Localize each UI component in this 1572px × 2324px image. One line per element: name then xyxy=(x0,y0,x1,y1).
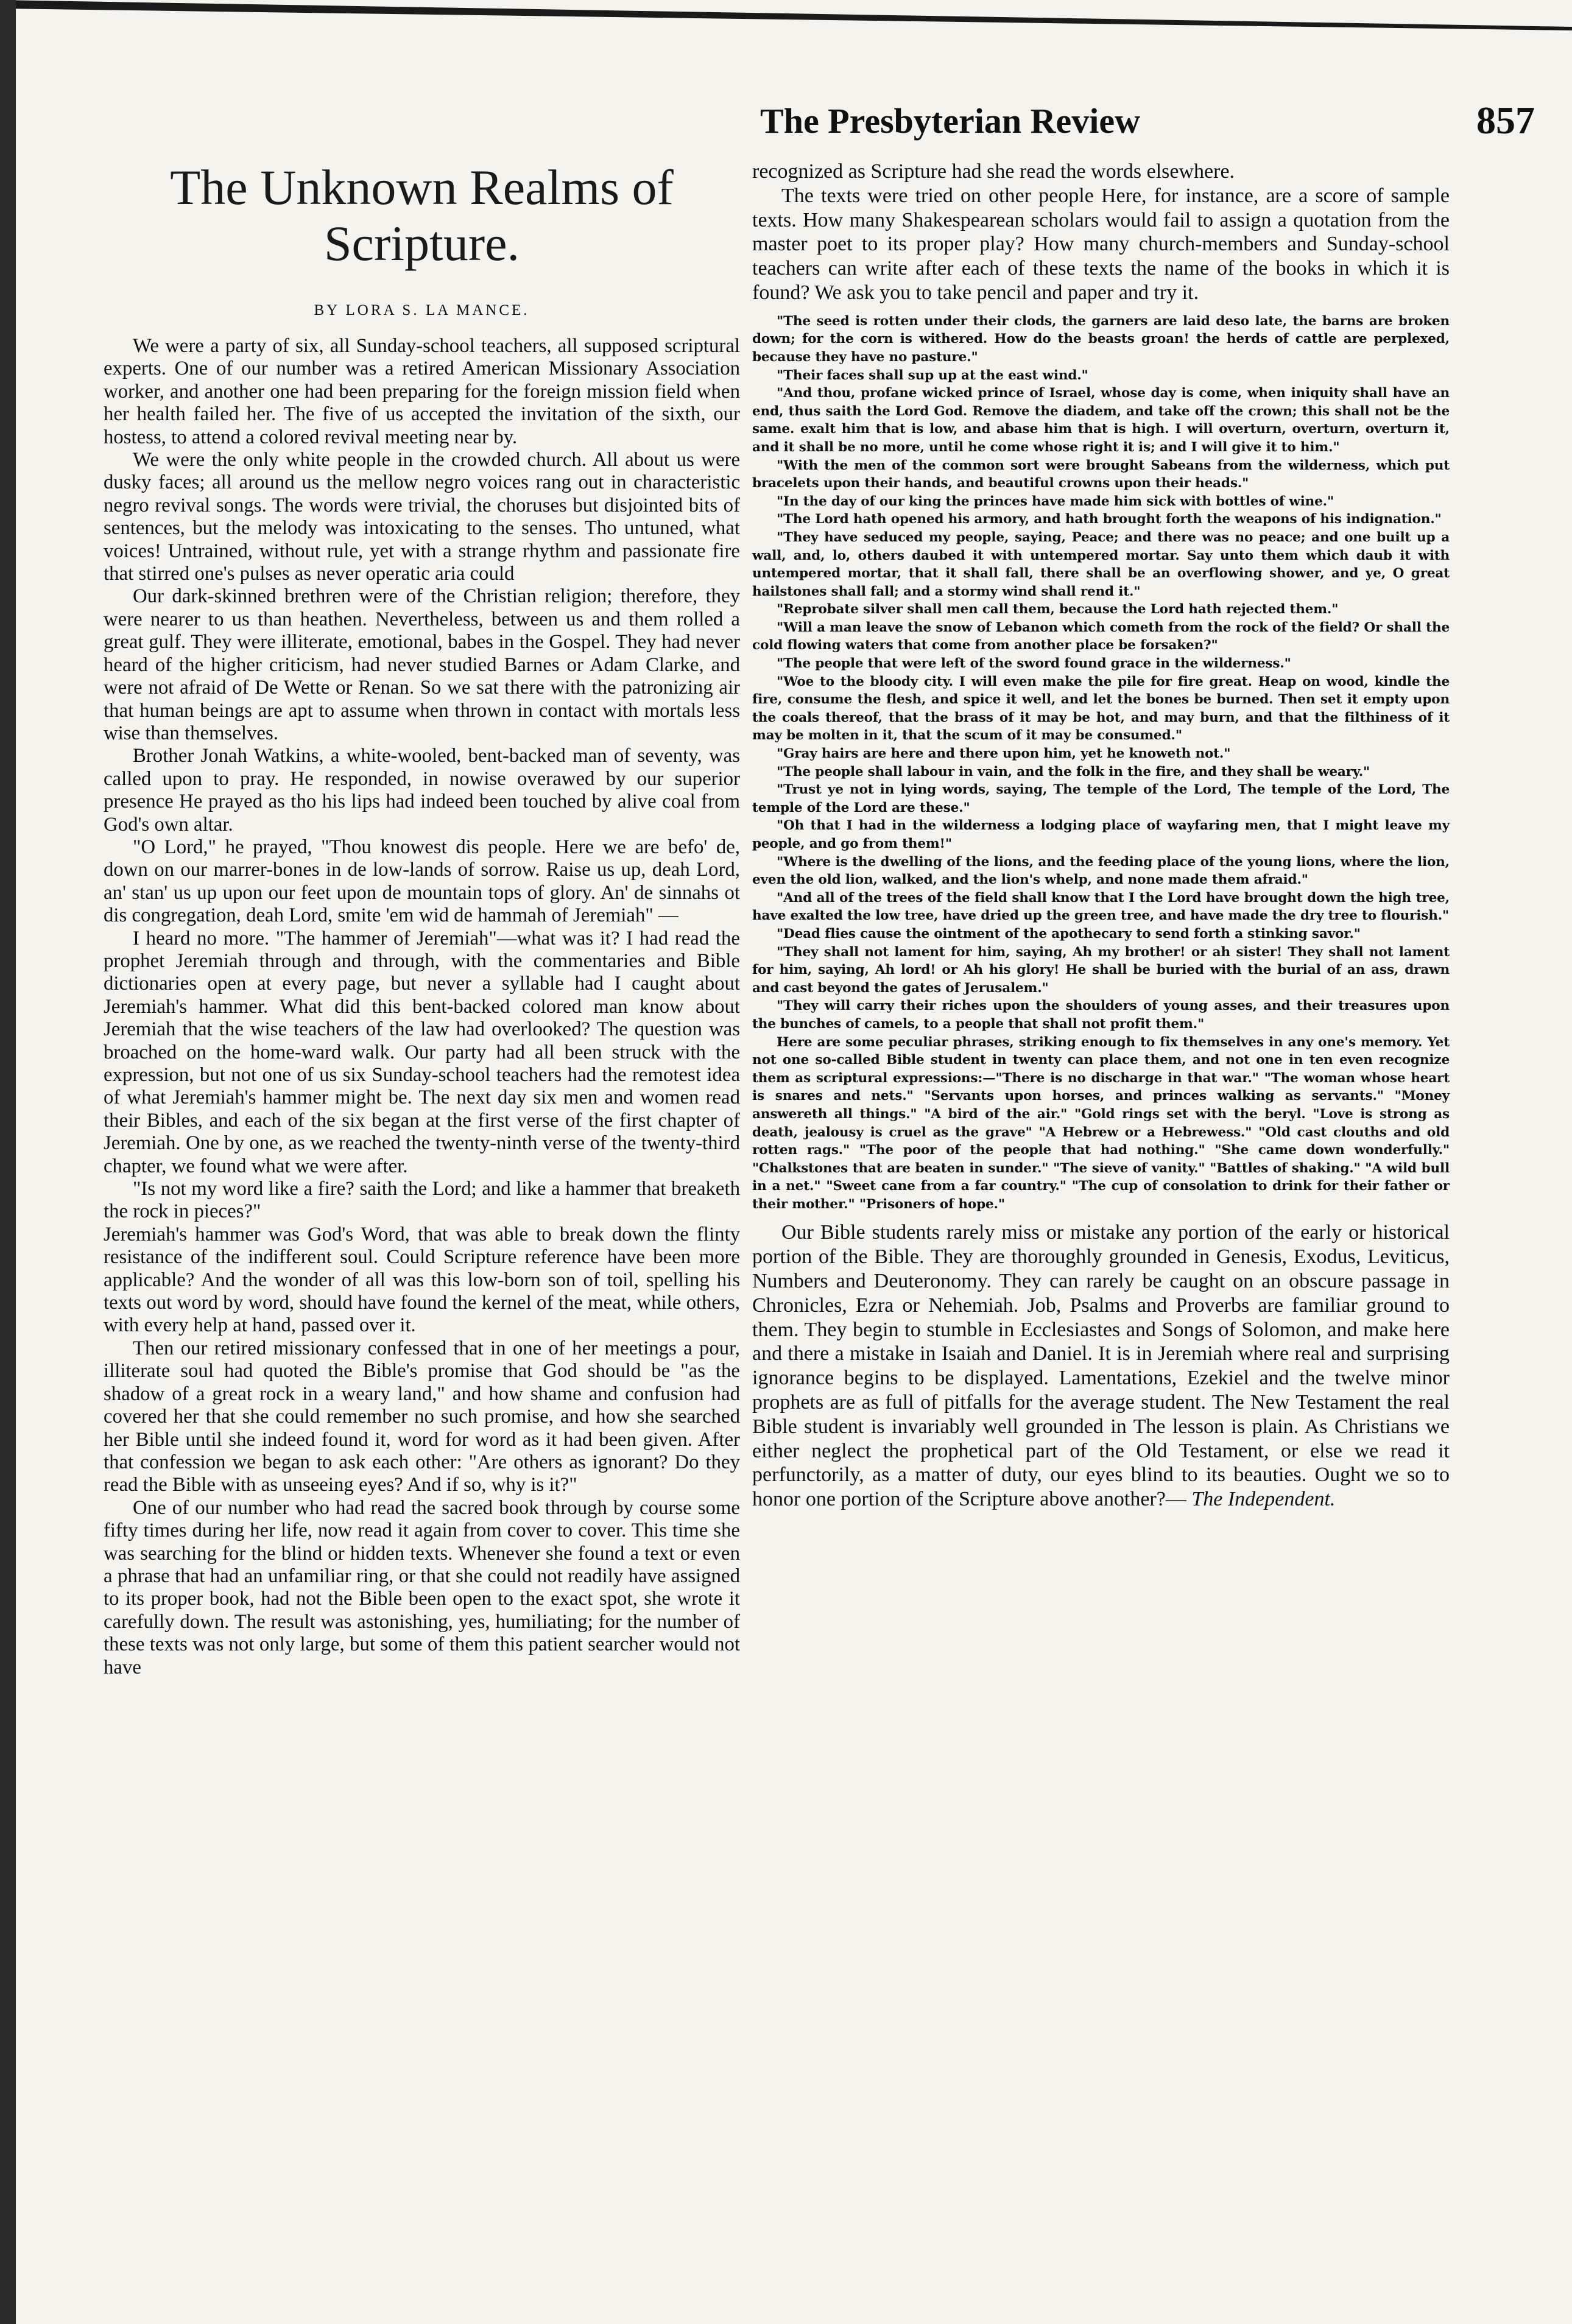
scripture-quote: "Will a man leave the snow of Lebanon which cometh from the rock of the field? Or shall the cold flowing waters that come from another place be forsaken?" xyxy=(752,619,1450,653)
article-byline: BY LORA S. LA MANCE. xyxy=(314,302,530,319)
left-column xyxy=(104,160,740,1679)
body-paragraph: One of our number who had read the sacred book through by course some fifty times during her life, now read it again from cover to cover. This time she was searching for the blind or hidden texts. Whenever she found a text or even a phrase that had an unfamiliar ring, or that she could not readily have assigned to its proper book, had not the Bible been open to the exact spot, she wrote it carefully down. The result was astonishing, yes, humiliating; for the number of these texts was not only large, but some of them this patient searcher would not have xyxy=(104,1496,740,1678)
body-paragraph: Brother Jonah Watkins, a white-wooled, bent-backed man of seventy, was called upon to pray. He responded, in nowise overawed by our superior presence He prayed as tho his lips had indeed been touched by alive coal from God's own altar. xyxy=(104,745,740,836)
body-paragraph: "Is not my word like a fire? saith the Lord; and like a hammer that breaketh the rock in pieces?" xyxy=(104,1178,740,1223)
running-header xyxy=(524,94,1535,149)
article-title: The Unknown Realms of Scripture. xyxy=(170,160,674,271)
journal-title: The Presbyterian Review xyxy=(760,101,1140,141)
body-paragraph: Our dark-skinned brethren were of the Christian religion; therefore, they were nearer to us than heathen. Nevertheless, between us and them rolled a great gulf. They were illiterate, emotional, babes in the Gospel. They had never heard of the higher criticism, had never studied Barnes or Adam Clarke, and were not afraid of De Wette or Renan. So we sat there with the patronizing air that human beings are apt to assume when thrown in contact with mortals less wise than themselves. xyxy=(104,585,740,744)
scripture-quote: "They will carry their riches upon the shoulders of young asses, and their treasures upon the bunches of camels, to a people that shall not profit them." xyxy=(752,998,1450,1032)
scripture-quote: "Trust ye not in lying words, saying, The temple of the Lord, The temple of the Lord, The temple of the Lord are these." xyxy=(752,782,1450,815)
body-paragraph: The texts were tried on other people Here, for instance, are a score of sample texts. How many Shakespearean scholars would fail to assign a quotation from the master poet to its proper play? How many church-members and Sunday-school teachers can write after each of these texts the name of the books in which it is found? We ask you to take pencil and paper and try it. xyxy=(752,184,1450,304)
scripture-quote: "The Lord hath opened his armory, and hath brought forth the weapons of his indignation." xyxy=(777,512,1442,527)
source-attribution: The Independent. xyxy=(1191,1488,1336,1511)
scripture-quote: "And all of the trees of the field shall know that I the Lord have brought down the high tree, have exalted the low tree, have dried up the green tree, and have made the dry tree to flourish." xyxy=(752,890,1450,924)
left-border-rule xyxy=(0,0,21,2324)
body-paragraph: Then our retired missionary confessed that in one of her meetings a pour, illiterate soul had quoted the Bible's promise that God should be "as the shadow of a great rock in a weary land," and how shame and confusion had covered her that she could remember no such promise, and how she searched her Bible until she indeed found it, word for word as it had been given. After that confession we began to ask each other: "Are others as ignorant? Do they read the Bible with as unseeing eyes? And if so, why is it?" xyxy=(104,1337,740,1496)
right-column xyxy=(752,160,1450,1512)
scripture-quote: "The people shall labour in vain, and the folk in the fire, and they shall be weary." xyxy=(777,764,1370,780)
top-border-rule xyxy=(0,0,1572,30)
scripture-quote: "The people that were left of the sword found grace in the wilderness." xyxy=(777,656,1291,672)
scripture-quote: "Their faces shall sup up at the east wind." xyxy=(777,367,1088,383)
scripture-quote: "In the day of our king the princes have made him sick with bottles of wine." xyxy=(777,493,1334,509)
scripture-quote: "Dead flies cause the ointment of the apothecary to send forth a stinking savor." xyxy=(777,926,1361,942)
body-paragraph: "O Lord," he prayed, "Thou knowest dis people. Here we are befo' de, down on our marrer-bones in de low-lands of sorrow. Raise us up, deah Lord, an' stan' us up upon our feet upon de mountain tops of glory. An' de sinnahs ot dis congregation, deah Lord, smite 'em wid de hammah of Jeremiah" — xyxy=(104,836,740,927)
scripture-quote: "Woe to the bloody city. I will even make the pile for fire great. Heap on wood, kindle the fire, consume the flesh, and spice it well, and let the bones be burned. Then set it empty upon the coals thereof, that the brass of it may be hot, and may burn, and that the filthiness of it may be molten in it, that the scum of it may be consumed." xyxy=(752,674,1450,744)
right-column-intro xyxy=(752,160,1450,305)
scripture-quote: "They have seduced my people, saying, Peace; and there was no peace; and one built up a wall, and, lo, others daubed it with untempered mortar. Say unto them which daub it with untempered mortar, that it shall fall, there shall be an overflowing shower, and ye, O great hailstones shall fall; and a stormy wind shall rend it." xyxy=(752,529,1450,599)
scripture-quote: "Reprobate silver shall men call them, because the Lord hath rejected them." xyxy=(777,602,1339,618)
body-paragraph: Jeremiah's hammer was God's Word, that was able to break down the flinty resistance of the indifferent soul. Could Scripture reference have been more applicable? And the wonder of all was this low-born son of toil, spelling his texts out word by word, should have found the kernel of the meat, while others, with every help at hand, passed over it. xyxy=(104,1223,740,1337)
scripture-quote: "Oh that I had in the wilderness a lodging place of wayfaring men, that I might leave my people, and go from them!" xyxy=(752,818,1450,851)
body-paragraph: recognized as Scripture had she read the words elsewhere. xyxy=(752,160,1235,183)
scripture-quote: "With the men of the common sort were brought Sabeans from the wilderness, which put bracelets upon their hands, and beautiful crowns upon their heads." xyxy=(752,457,1450,491)
closing-paragraph: Our Bible students rarely miss or mistake any portion of the early or historical portion of the Bible. They are thoroughly grounded in Genesis, Exodus, Leviticus, Numbers and Deuteronomy. They can rarely be caught on an obscure passage in Chronicles, Ezra or Nehemiah. Job, Psalms and Proverbs are familiar ground to them. They begin to stumble in Ecclesiastes and Songs of Solomon, and make here and there a mistake in Isaiah and Daniel. It is in Jeremiah where real and surprising ignorance begins to be displayed. Lamentations, Ezekiel and the twelve minor prophets are as full of pitfalls for the average student. The New Testament the real Bible student is invariably well grounded in The lesson is plain. As Christians we either neglect the prophetical part of the Old Testament, or else we read it perfunctorily, as a matter of duty, our eyes blind to its beauties. Ought we so to honor one portion of the Scripture above another?— The Independent. xyxy=(752,1221,1450,1511)
scripture-quote: "Gray hairs are here and there upon him, yet he knoweth not." xyxy=(777,746,1231,762)
scripture-quote: "And thou, profane wicked prince of Israel, whose day is come, when iniquity shall have an end, thus saith the Lord God. Remove the diadem, and take off the crown; this shall not be the same. exalt him that is low, and abase him that is high. I will overturn, overturn, overturn it, and it shall be no more, until he come whose right it is; and I will give it to him." xyxy=(752,386,1450,455)
sample-texts-list xyxy=(752,312,1450,1214)
scripture-quote: Here are some peculiar phrases, striking enough to fix themselves in any one's memory. Yet not one so-called Bible student in twenty can place them, and not one in ten even recognize them as scriptural expressions:—"There is no discharge in that war." "The woman whose heart is snares and nets." "Servants upon horses, and princes walking as servants." "Money answereth all things." "A bird of the air." "Gold rings set with the beryl. "Love is strong as death, jealousy is cruel as the grave" "A Hebrew or a Hebrewess." "Old cast clouths and old rotten rags." "The poor of the people that had nothing." "She came down wonderfully." "Chalkstones that are beaten in sunder." "The sieve of vanity." "Battles of shaking." "A wild bull in a net." "Sweet cane from a far country." "The cup of consolation to drink for their father or their mother." "Prisoners of hope." xyxy=(752,1034,1450,1212)
left-column-body xyxy=(104,335,740,1679)
scripture-quote: "Where is the dwelling of the lions, and the feeding place of the young lions, where the lion, even the old lion, walked, and the lion's whelp, and none made them afraid." xyxy=(752,854,1450,888)
body-paragraph: We were a party of six, all Sunday-school teachers, all supposed scriptural experts. One of our number was a retired American Missionary Association worker, and another one had been preparing for the foreign mission field when her health failed her. The five of us accepted the invitation of the sixth, our hostess, to attend a colored revival meeting near by. xyxy=(104,335,740,448)
body-paragraph: We were the only white people in the crowded church. All about us were dusky faces; all around us the mellow negro voices rang out in characteristic negro revival songs. The words were trivial, the choruses but disjointed bits of sentences, but the melody was intoxicating to the senses. Tho untuned, what voices! Untrained, without rule, yet with a strange rhythm and passionate fire that stirred one's pulses as never operatic aria could xyxy=(104,449,740,585)
page-number: 857 xyxy=(1476,99,1535,142)
scripture-quote: "They shall not lament for him, saying, Ah my brother! or ah sister! They shall not lament for him, saying, Ah lord! or Ah his glory! He shall be buried with the burial of an ass, drawn and cast beyond the gates of Jerusalem." xyxy=(752,944,1450,996)
scripture-quote: "The seed is rotten under their clods, the garners are laid deso late, the barns are broken down; for the corn is withered. How do the beasts groan! the herds of cattle are perplexed, because they have no pasture." xyxy=(752,313,1450,365)
body-paragraph: I heard no more. "The hammer of Jeremiah"—what was it? I had read the prophet Jeremiah through and through, with the commentaries and Bible dictionaries open at every page, but never a syllable had I caught about Jeremiah's hammer. What did this bent-backed colored man know about Jeremiah that the wise teachers of the law had overlooked? The question was broached on the home-ward walk. Our party had all been struck with the expression, but not one of us six Sunday-school teachers had the remotest idea of what Jeremiah's hammer might be. The next day six men and women read their Bibles, and each of the six began at the first verse of the first chapter of Jeremiah. One by one, as we reached the twenty-ninth verse of the twenty-third chapter, we found what we were after. xyxy=(104,927,740,1177)
